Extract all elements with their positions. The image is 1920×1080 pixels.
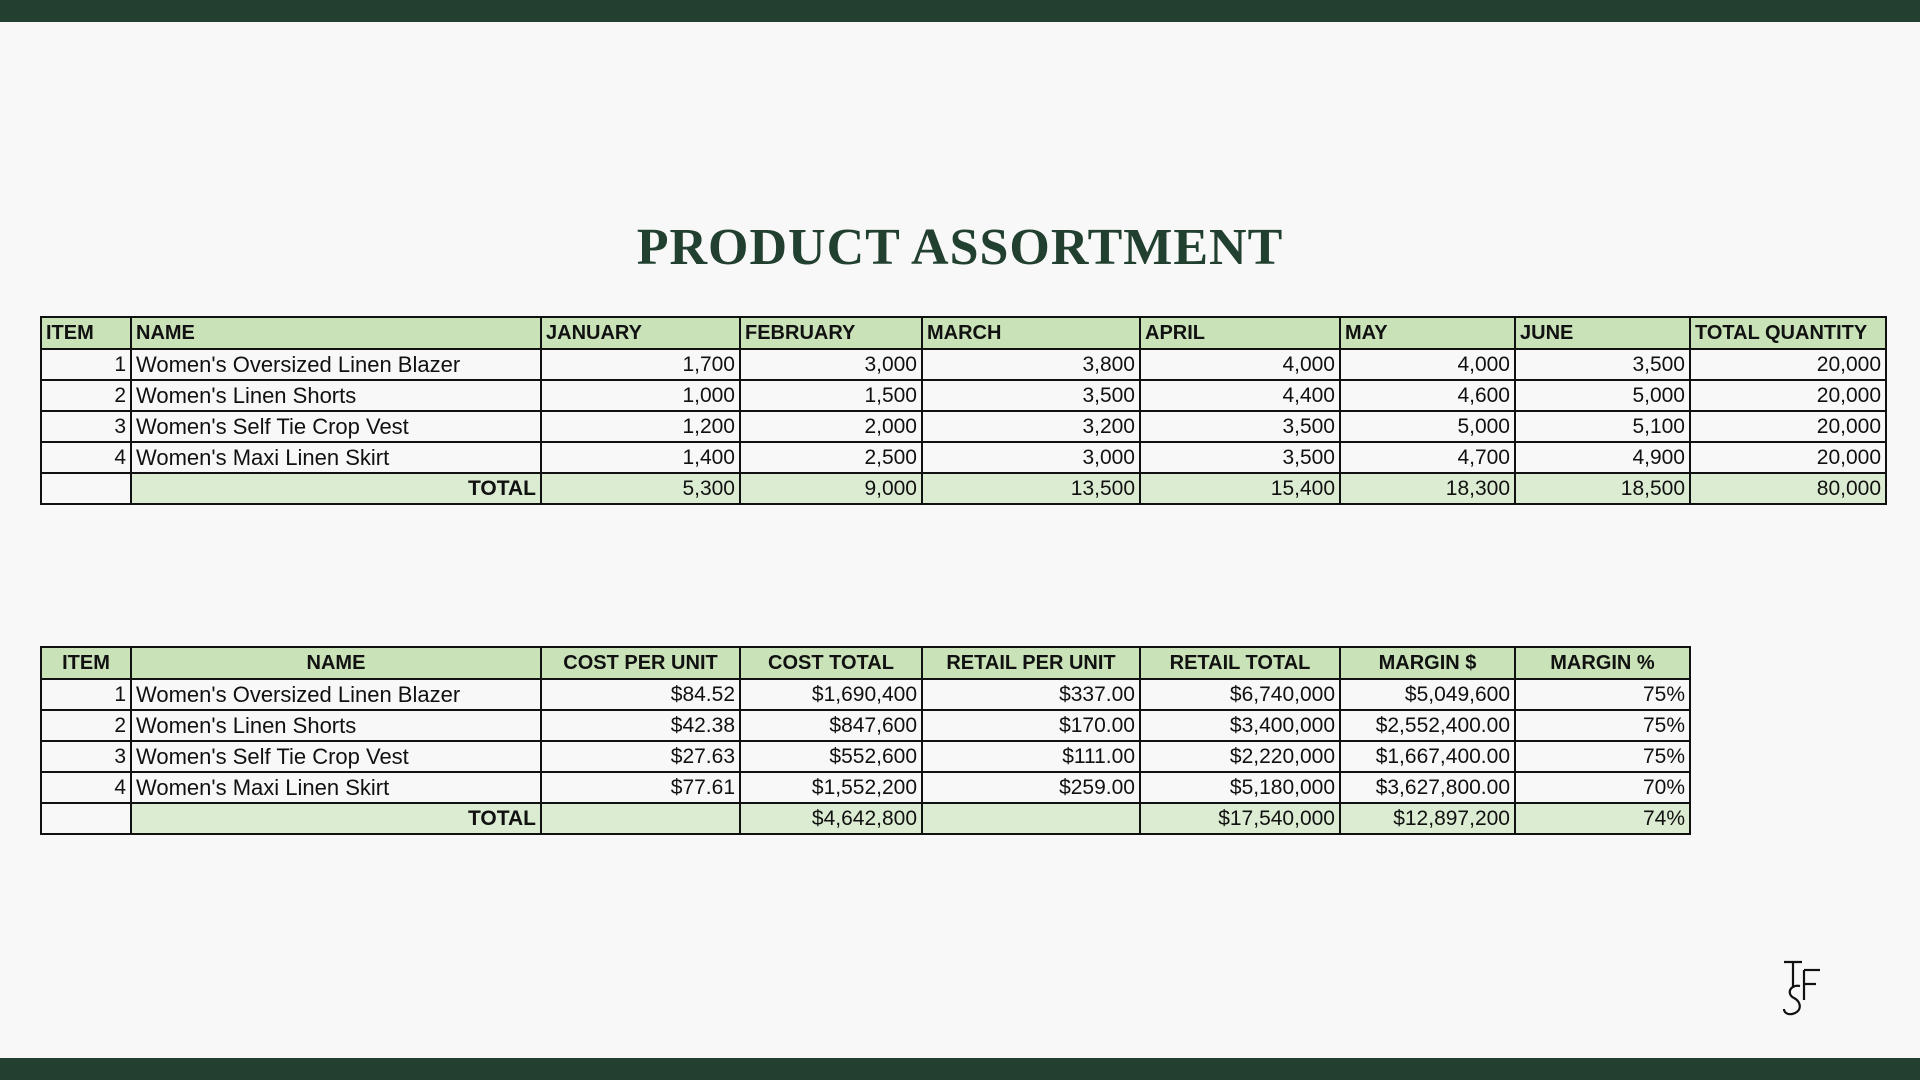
item-number: 1 xyxy=(41,679,131,710)
item-number: 2 xyxy=(41,710,131,741)
table-header-row xyxy=(41,647,1690,679)
table-row xyxy=(41,411,1886,442)
march-qty: 3,800 xyxy=(922,349,1140,380)
margin-percent: 75% xyxy=(1515,741,1690,772)
cost-total: $552,600 xyxy=(740,741,922,772)
item-number: 4 xyxy=(41,442,131,473)
january-qty: 1,700 xyxy=(541,349,740,380)
february-qty: 3,000 xyxy=(740,349,922,380)
april-total: 15,400 xyxy=(1140,473,1340,504)
product-name: Women's Oversized Linen Blazer xyxy=(131,349,541,380)
cost-total-sum: $4,642,800 xyxy=(740,803,922,834)
june-qty: 5,000 xyxy=(1515,380,1690,411)
margin-dollar: $2,552,400.00 xyxy=(1340,710,1515,741)
cost-total: $847,600 xyxy=(740,710,922,741)
margin-percent-avg: 74% xyxy=(1515,803,1690,834)
product-name: Women's Maxi Linen Skirt xyxy=(131,442,541,473)
retail-per-unit: $337.00 xyxy=(922,679,1140,710)
column-header: TOTAL QUANTITY xyxy=(1690,317,1886,349)
margin-percent: 75% xyxy=(1515,710,1690,741)
june-qty: 5,100 xyxy=(1515,411,1690,442)
march-qty: 3,500 xyxy=(922,380,1140,411)
monogram-logo-icon xyxy=(1778,958,1828,1020)
cost-per-unit: $84.52 xyxy=(541,679,740,710)
april-qty: 3,500 xyxy=(1140,411,1340,442)
february-total: 9,000 xyxy=(740,473,922,504)
item-number: 2 xyxy=(41,380,131,411)
total-qty: 20,000 xyxy=(1690,411,1886,442)
column-header: ITEM xyxy=(41,647,131,679)
june-total: 18,500 xyxy=(1515,473,1690,504)
table-row xyxy=(41,741,1690,772)
column-header: NAME xyxy=(131,317,541,349)
table-row xyxy=(41,679,1690,710)
cost-total: $1,552,200 xyxy=(740,772,922,803)
retail-total-sum: $17,540,000 xyxy=(1140,803,1340,834)
april-qty: 4,400 xyxy=(1140,380,1340,411)
retail-per-unit: $170.00 xyxy=(922,710,1140,741)
table-header-row xyxy=(41,317,1886,349)
retail-total: $5,180,000 xyxy=(1140,772,1340,803)
item-number: 4 xyxy=(41,772,131,803)
total-label: TOTAL xyxy=(131,473,541,504)
june-qty: 4,900 xyxy=(1515,442,1690,473)
retail-per-unit: $259.00 xyxy=(922,772,1140,803)
column-header: MARGIN $ xyxy=(1340,647,1515,679)
cost-per-unit-total-empty xyxy=(541,803,740,834)
product-name: Women's Self Tie Crop Vest xyxy=(131,411,541,442)
table-row xyxy=(41,442,1886,473)
january-qty: 1,000 xyxy=(541,380,740,411)
january-qty: 1,200 xyxy=(541,411,740,442)
june-qty: 3,500 xyxy=(1515,349,1690,380)
may-qty: 4,700 xyxy=(1340,442,1515,473)
april-qty: 4,000 xyxy=(1140,349,1340,380)
table-row xyxy=(41,772,1690,803)
retail-total: $6,740,000 xyxy=(1140,679,1340,710)
cost-per-unit: $77.61 xyxy=(541,772,740,803)
product-name: Women's Maxi Linen Skirt xyxy=(131,772,541,803)
march-qty: 3,000 xyxy=(922,442,1140,473)
column-header: RETAIL PER UNIT xyxy=(922,647,1140,679)
retail-total: $3,400,000 xyxy=(1140,710,1340,741)
product-name: Women's Linen Shorts xyxy=(131,710,541,741)
margin-dollar: $3,627,800.00 xyxy=(1340,772,1515,803)
total-row-spacer xyxy=(41,803,131,834)
february-qty: 1,500 xyxy=(740,380,922,411)
total-label: TOTAL xyxy=(131,803,541,834)
january-total: 5,300 xyxy=(541,473,740,504)
total-qty: 20,000 xyxy=(1690,380,1886,411)
column-header: RETAIL TOTAL xyxy=(1140,647,1340,679)
table-total-row xyxy=(41,473,1886,504)
column-header: MARCH xyxy=(922,317,1140,349)
may-qty: 5,000 xyxy=(1340,411,1515,442)
total-qty: 20,000 xyxy=(1690,442,1886,473)
column-header: MAY xyxy=(1340,317,1515,349)
column-header: JANUARY xyxy=(541,317,740,349)
column-header: ITEM xyxy=(41,317,131,349)
column-header: FEBRUARY xyxy=(740,317,922,349)
grand-total-qty: 80,000 xyxy=(1690,473,1886,504)
retail-total: $2,220,000 xyxy=(1140,741,1340,772)
cost-total: $1,690,400 xyxy=(740,679,922,710)
product-name: Women's Self Tie Crop Vest xyxy=(131,741,541,772)
april-qty: 3,500 xyxy=(1140,442,1340,473)
column-header: NAME xyxy=(131,647,541,679)
may-total: 18,300 xyxy=(1340,473,1515,504)
column-header: APRIL xyxy=(1140,317,1340,349)
item-number: 1 xyxy=(41,349,131,380)
column-header: COST TOTAL xyxy=(740,647,922,679)
table-row xyxy=(41,380,1886,411)
table-row xyxy=(41,710,1690,741)
cost-per-unit: $42.38 xyxy=(541,710,740,741)
may-qty: 4,600 xyxy=(1340,380,1515,411)
margin-dollar: $5,049,600 xyxy=(1340,679,1515,710)
margin-dollar-sum: $12,897,200 xyxy=(1340,803,1515,834)
margin-percent: 70% xyxy=(1515,772,1690,803)
cost-margin-table xyxy=(40,646,1691,835)
page-title: PRODUCT ASSORTMENT xyxy=(636,219,1284,276)
table-row xyxy=(41,349,1886,380)
quantity-table xyxy=(40,316,1887,505)
margin-dollar: $1,667,400.00 xyxy=(1340,741,1515,772)
product-name: Women's Oversized Linen Blazer xyxy=(131,679,541,710)
product-name: Women's Linen Shorts xyxy=(131,380,541,411)
retail-per-unit-total-empty xyxy=(922,803,1140,834)
column-header: JUNE xyxy=(1515,317,1690,349)
item-number: 3 xyxy=(41,411,131,442)
february-qty: 2,000 xyxy=(740,411,922,442)
table-total-row xyxy=(41,803,1690,834)
total-row-spacer xyxy=(41,473,131,504)
february-qty: 2,500 xyxy=(740,442,922,473)
column-header: COST PER UNIT xyxy=(541,647,740,679)
bottom-accent-bar xyxy=(0,1058,1920,1080)
column-header: MARGIN % xyxy=(1515,647,1690,679)
item-number: 3 xyxy=(41,741,131,772)
march-total: 13,500 xyxy=(922,473,1140,504)
margin-percent: 75% xyxy=(1515,679,1690,710)
january-qty: 1,400 xyxy=(541,442,740,473)
cost-per-unit: $27.63 xyxy=(541,741,740,772)
may-qty: 4,000 xyxy=(1340,349,1515,380)
top-accent-bar xyxy=(0,0,1920,22)
total-qty: 20,000 xyxy=(1690,349,1886,380)
retail-per-unit: $111.00 xyxy=(922,741,1140,772)
march-qty: 3,200 xyxy=(922,411,1140,442)
